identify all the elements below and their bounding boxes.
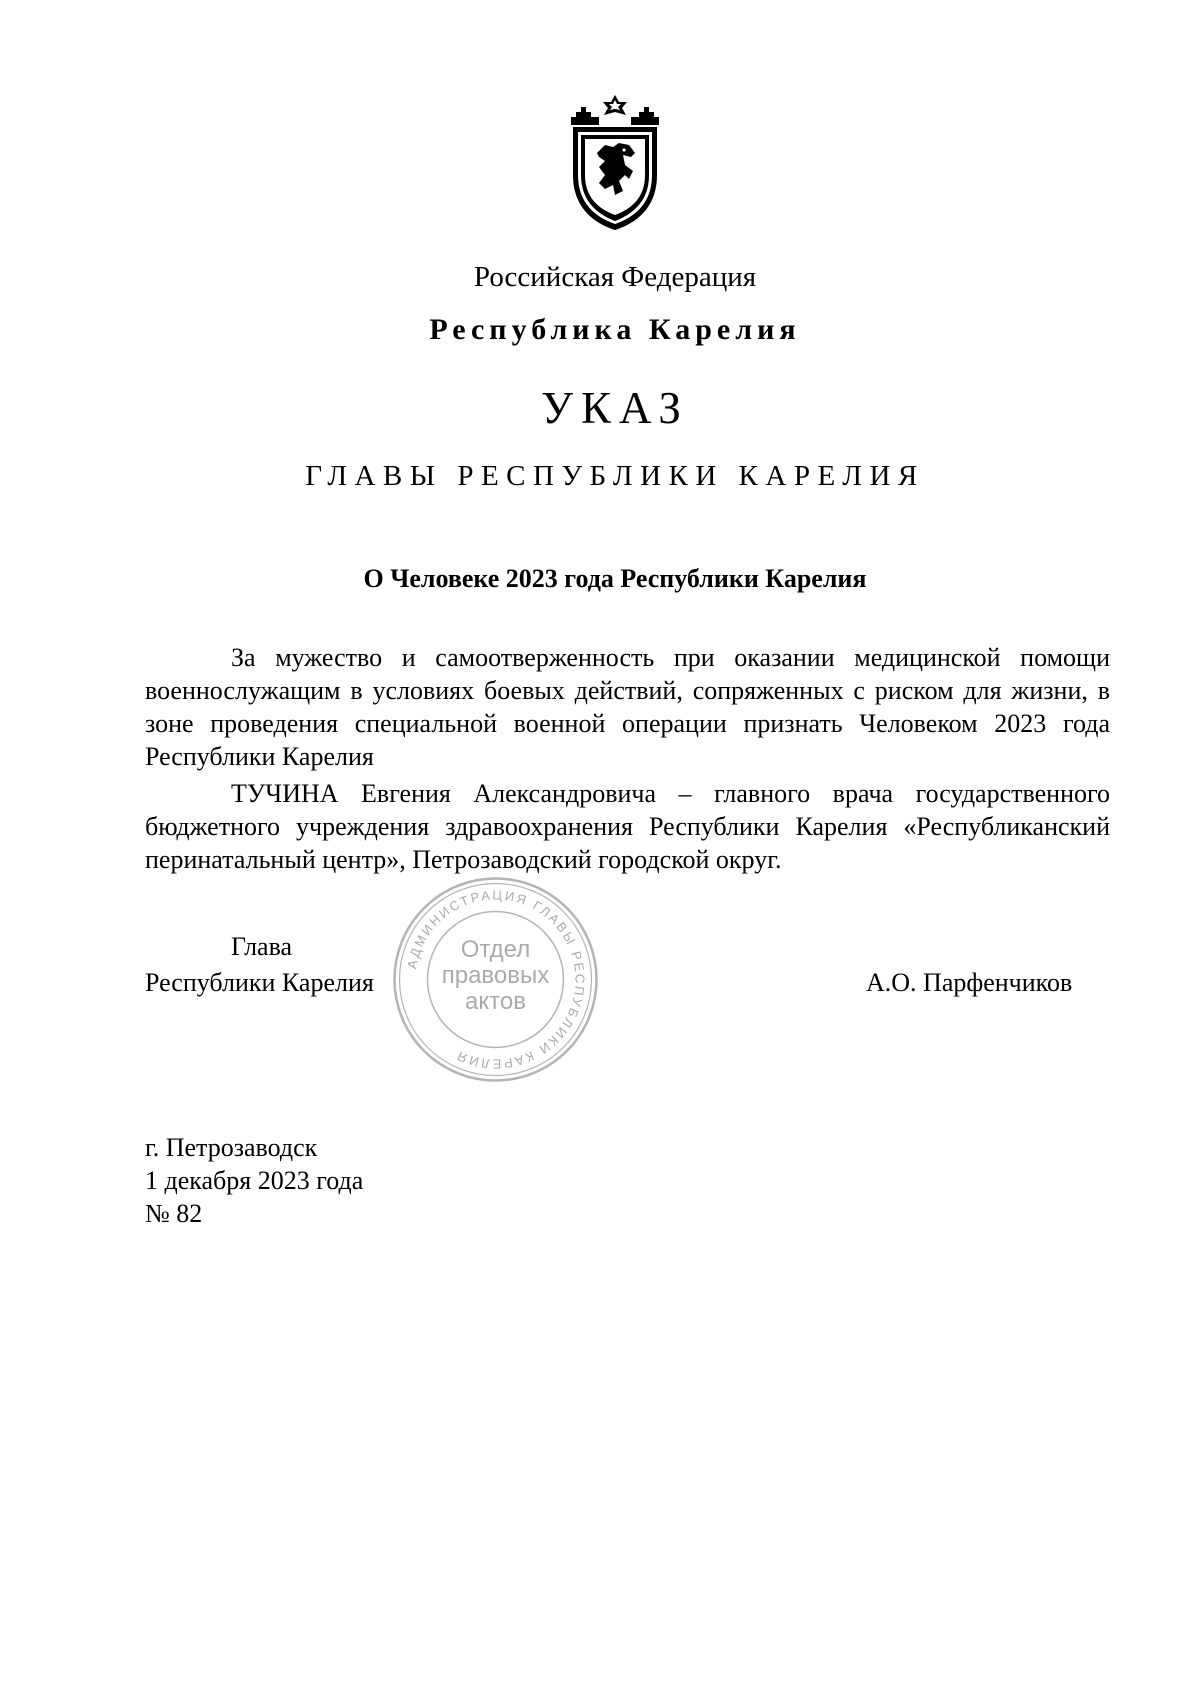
decree-paragraph-2 bbox=[145, 777, 1110, 876]
decree-paragraph-1 bbox=[145, 641, 1110, 773]
karelia-coat-of-arms-icon bbox=[569, 95, 661, 231]
position-line-2: Республики Карелия bbox=[145, 968, 374, 997]
stamp-inner-line-3: актов bbox=[465, 988, 526, 1015]
paragraph-1-text: За мужество и самоотверженность при оказании медицинской помощи военнослужащим в условиях боевых действий, сопряженных с риском для жизни, в зоне проведения специальной военной операции признать Человеком 2023 года Республики Карелия bbox=[145, 643, 1110, 771]
decree-number: № 82 bbox=[145, 1199, 203, 1228]
seal-stamp-icon bbox=[391, 875, 600, 1084]
stamp-inner-line-2: правовых bbox=[441, 962, 550, 989]
decree-details bbox=[145, 1131, 363, 1230]
issuer-title: ГЛАВЫ РЕСПУБЛИКИ КАРЕЛИЯ bbox=[305, 460, 925, 492]
republic-name: Республика Карелия bbox=[429, 313, 801, 346]
stamp-inner-line-1: Отдел bbox=[460, 936, 531, 963]
document-type: УКАЗ bbox=[541, 383, 689, 433]
country-name: Российская Федерация bbox=[473, 261, 757, 293]
stamp-outer-text: АДМИНИСТРАЦИЯ ГЛАВЫ РЕСПУБЛИКИ КАРЕЛИЯ bbox=[404, 887, 588, 1072]
signatory-name: А.О. Парфенчиков bbox=[866, 968, 1073, 997]
position-line-1: Глава bbox=[231, 932, 293, 961]
paragraph-2-text: ТУЧИНА Евгения Александровича – главного врача государственного бюджетного учреждения здравоохранения Республики Карелия «Республиканский перинатальный центр», Петрозаводский городской округ. bbox=[145, 779, 1110, 874]
city: г. Петрозаводск bbox=[145, 1133, 318, 1162]
decree-subject: О Человеке 2023 года Республики Карелия bbox=[363, 564, 867, 593]
decree-date: 1 декабря 2023 года bbox=[145, 1166, 364, 1195]
signatory-position bbox=[145, 929, 374, 1001]
